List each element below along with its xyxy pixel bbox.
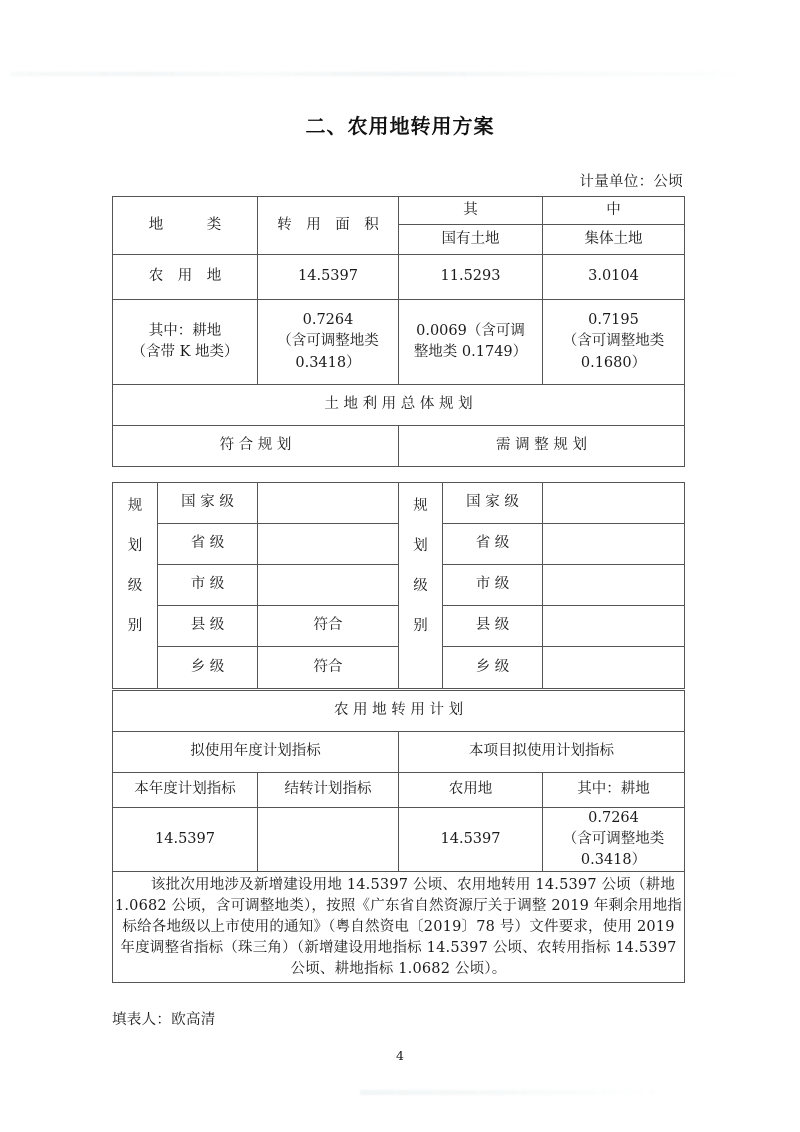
planning-levels-table [112, 482, 685, 689]
plan-level-char-3: 别 [127, 617, 143, 634]
adjust-level-char-3: 别 [413, 617, 428, 634]
cell-agricultural-land-label: 农 用 地 [113, 255, 258, 300]
land-use-plan-banner-row [113, 385, 685, 426]
adjust-value-national [543, 483, 685, 524]
conversion-plan-note-row [113, 872, 685, 983]
conforming-level-provincial: 省 级 [158, 524, 258, 565]
header-state-owned-land: 国有土地 [399, 225, 543, 255]
plan-level-char-1: 划 [127, 537, 143, 554]
label-adjust-plan-level [399, 483, 443, 689]
cultivated-collective-line1: 0.7195 [588, 312, 639, 329]
table-row-cultivated-land [113, 300, 685, 385]
farmland-conversion-table [112, 196, 685, 467]
page-number: 4 [396, 1048, 404, 1063]
cultivated-collective-line2: （含可调整地类 [562, 333, 665, 350]
plan-level-char-0: 规 [127, 497, 143, 514]
conforming-value-national [258, 483, 399, 524]
header-adjust-plan: 需 调 整 规 划 [399, 426, 685, 467]
adjust-level-char-0: 规 [413, 497, 428, 514]
banner-conversion-plan: 农 用 地 转 用 计 划 [113, 691, 685, 732]
table-row-agricultural-land [113, 255, 685, 300]
value-current-year-quota: 14.5397 [113, 808, 258, 872]
adjust-level-provincial: 省 级 [443, 524, 543, 565]
label-conforming-plan-level [113, 483, 158, 689]
value-of-which-cultivated [543, 808, 685, 872]
cell-cultivated-land-state-owned [399, 300, 543, 385]
header-conforming-plan: 符 合 规 划 [113, 426, 399, 467]
header-converted-area: 转 用 面 积 [258, 197, 399, 255]
cell-agricultural-land-area: 14.5397 [258, 255, 399, 300]
conversion-plan-banner-row [113, 691, 685, 732]
cultivated-collective-line3: 0.1680） [580, 354, 647, 371]
adjust-level-char-1: 划 [413, 537, 428, 554]
conforming-level-county: 县 级 [158, 606, 258, 647]
cultivated-state-line2: 整地类 0.1749） [413, 344, 528, 360]
value-carryover-quota [258, 808, 399, 872]
header-collective-land: 集体土地 [543, 225, 685, 255]
conforming-value-county: 符合 [258, 606, 399, 647]
adjust-value-township [543, 647, 685, 689]
conversion-plan-value-row [113, 808, 685, 872]
adjust-value-provincial [543, 524, 685, 565]
adjust-level-municipal: 市 级 [443, 565, 543, 606]
header-of-which-cultivated: 其中：耕地 [543, 773, 685, 808]
adjust-level-char-4 [399, 646, 442, 686]
form-filler-label: 填表人：欧高清 [112, 1012, 216, 1028]
cell-cultivated-land-label [113, 300, 258, 385]
plan-cultivated-line3: 0.3418） [580, 852, 647, 869]
header-annual-quota: 拟使用年度计划指标 [113, 732, 399, 773]
cell-cultivated-land-area [258, 300, 399, 385]
adjust-level-national: 国 家 级 [443, 483, 543, 524]
cultivated-area-line1: 0.7264 [302, 312, 354, 329]
planning-row-national [113, 483, 685, 524]
banner-land-use-plan: 土 地 利 用 总 体 规 划 [113, 385, 685, 426]
header-current-year-quota: 本年度计划指标 [113, 773, 258, 808]
adjust-level-township: 乡 级 [443, 647, 543, 689]
plan-cultivated-line2: （含可调整地类 [562, 831, 665, 848]
table-header-row-1 [113, 197, 685, 225]
conforming-level-township: 乡 级 [158, 647, 258, 689]
adjust-value-county [543, 606, 685, 647]
header-of-which-qi: 其 [399, 197, 543, 225]
cultivated-area-line2: （含可调整地类 [277, 333, 379, 350]
cultivated-area-line3: 0.3418） [295, 354, 361, 371]
header-project-quota: 本项目拟使用计划指标 [399, 732, 685, 773]
cultivated-label-line1: 其中：耕地 [148, 322, 222, 339]
conforming-value-provincial [258, 524, 399, 565]
scan-artifact-bottom [360, 1090, 660, 1095]
page-title: 二、农用地转用方案 [305, 114, 495, 138]
header-agricultural-land: 农用地 [399, 773, 543, 808]
measurement-unit-note: 计量单位：公顷 [579, 174, 683, 190]
cultivated-state-line1: 0.0069（含可调 [416, 322, 525, 339]
cultivated-label-line2: （含带 K 地类） [131, 344, 239, 360]
conversion-plan-column-header-row [113, 773, 685, 808]
header-land-type: 地 类 [113, 197, 258, 255]
value-agricultural-land: 14.5397 [399, 808, 543, 872]
plan-level-char-2: 级 [127, 577, 143, 594]
adjust-level-county: 县 级 [443, 606, 543, 647]
adjust-value-municipal [543, 565, 685, 606]
conversion-plan-group-header-row [113, 732, 685, 773]
conforming-value-township: 符合 [258, 647, 399, 689]
scan-artifact-top [10, 72, 750, 76]
cell-cultivated-land-collective [543, 300, 685, 385]
conversion-plan-table [112, 690, 685, 983]
plan-category-header-row [113, 426, 685, 467]
header-of-which-zhong: 中 [543, 197, 685, 225]
plan-level-char-4 [113, 646, 157, 686]
cell-agricultural-land-state-owned: 11.5293 [399, 255, 543, 300]
plan-cultivated-line1: 0.7264 [588, 810, 639, 826]
conversion-plan-note: 该批次用地涉及新增建设用地 14.5397 公顷、农用地转用 14.5397 公顷（耕地 1.0682 公顷，含可调整地类），按照《广东省自然资源厅关于调整 2019 年剩余用地指标给各地级以上市使用的通知》（粤自然资电〔2019〕78 号）文件要求，使用 2019 年度调整省指标（珠三角）（新增建设用地指标 14.5397 公顷、农转用指标 14.5397 公顷、耕地指标 1.0682 公顷）。 [113, 872, 685, 983]
conforming-level-national: 国 家 级 [158, 483, 258, 524]
header-carryover-quota: 结转计划指标 [258, 773, 399, 808]
cell-agricultural-land-collective: 3.0104 [543, 255, 685, 300]
adjust-level-char-2: 级 [413, 577, 428, 594]
conforming-value-municipal [258, 565, 399, 606]
conforming-level-municipal: 市 级 [158, 565, 258, 606]
